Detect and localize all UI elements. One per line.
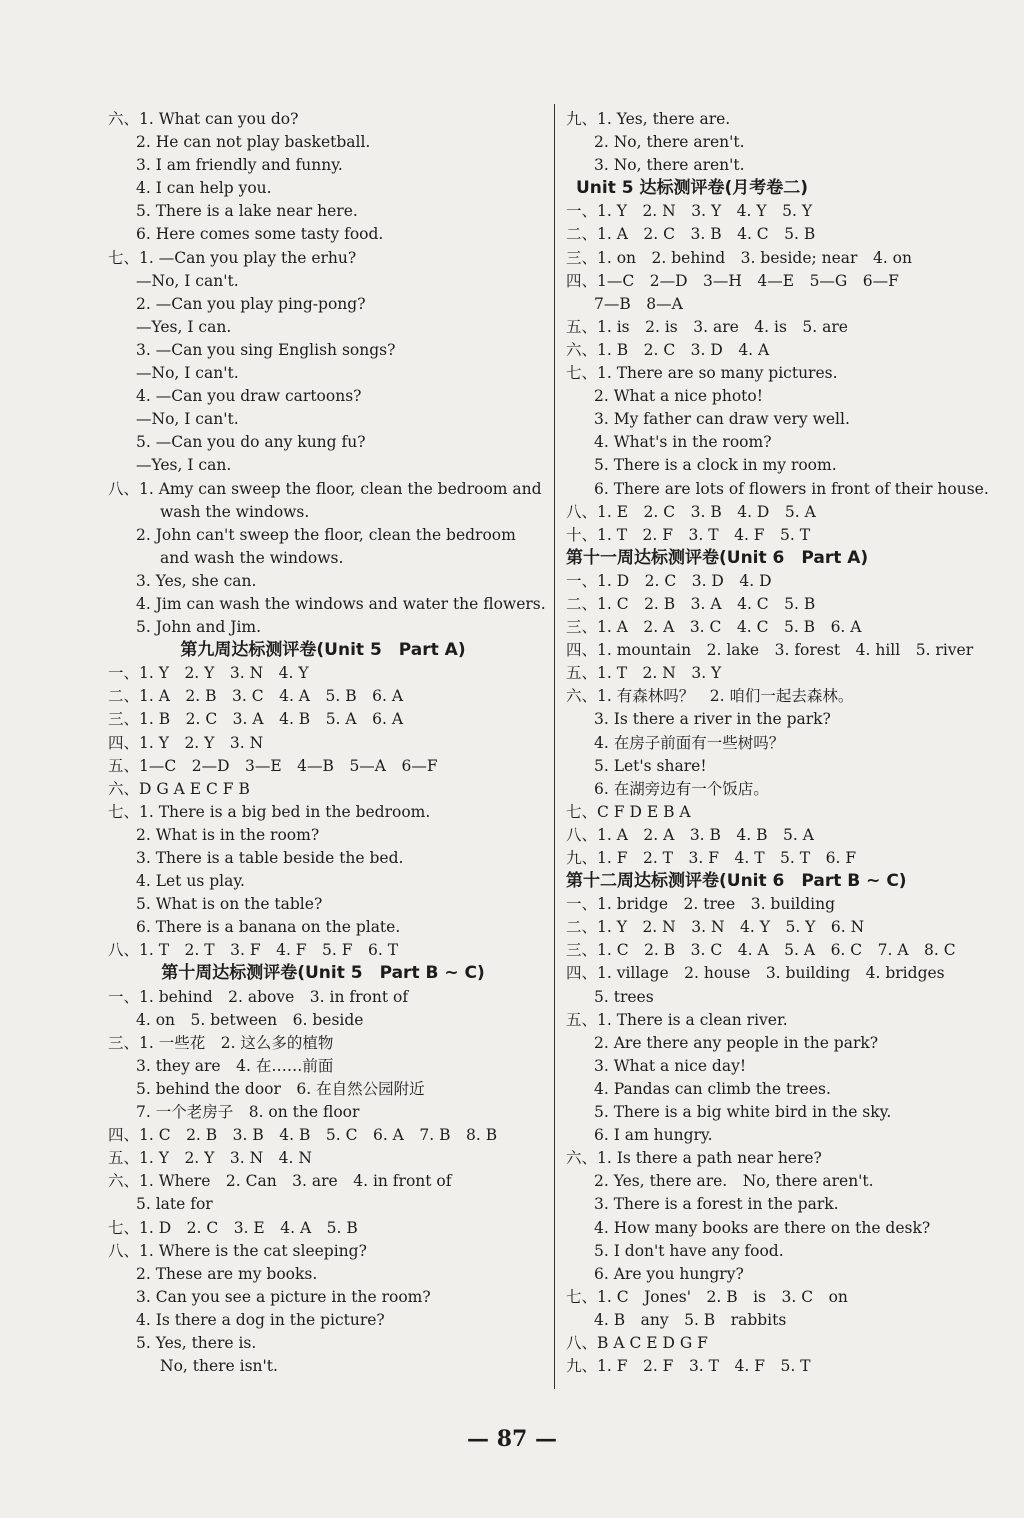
answer-line: 三、1. B 2. C 3. A 4. B 5. A 6. A	[108, 710, 404, 729]
answer-line: 2. John can't sweep the floor, clean the bedroom	[136, 525, 516, 544]
answer-line: 五、1—C 2—D 3—E 4—B 5—A 6—F	[108, 756, 438, 775]
answer-line: 4. 在房子前面有一些树吗？	[594, 733, 785, 752]
answer-line: 3. There is a forest in the park.	[594, 1195, 839, 1214]
answer-line: 六、1. Where 2. Can 3. are 4. in front of	[108, 1172, 452, 1191]
answer-line: 四、1—C 2—D 3—H 4—E 5—G 6—F	[566, 271, 899, 290]
answer-line: 三、1. on 2. behind 3. beside; near 4. on	[566, 248, 912, 267]
answer-line: 5. There is a lake near here.	[136, 202, 358, 221]
answer-line: 4. How many books are there on the desk?	[594, 1218, 931, 1237]
left-column	[108, 108, 546, 1378]
answer-line: 5. —Can you do any kung fu?	[136, 433, 366, 452]
answer-line: 七、1. D 2. C 3. E 4. A 5. B	[108, 1218, 358, 1237]
answer-line: 三、1. 一些花 2. 这么多的植物	[108, 1033, 334, 1052]
answer-line: 4. Jim can wash the windows and water the flowers.	[136, 594, 546, 613]
answer-line: 七、1. C Jones' 2. B is 3. C on	[566, 1287, 848, 1306]
answer-line: —Yes, I can.	[136, 456, 232, 475]
answer-line: 3. they are 4. 在……前面	[136, 1056, 334, 1075]
answer-line: 四、1. C 2. B 3. B 4. B 5. C 6. A 7. B 8. B	[108, 1126, 498, 1145]
answer-line: 3. My father can draw very well.	[594, 410, 850, 429]
answer-line: 七、C F D E B A	[566, 802, 691, 821]
section-heading: 第十二周达标测评卷(Unit 6 Part B ~ C)	[566, 871, 907, 892]
answer-line: 五、1. There is a clean river.	[566, 1010, 788, 1029]
answer-line: 三、1. A 2. A 3. C 4. C 5. B 6. A	[566, 618, 862, 637]
answer-line: —No, I can't.	[136, 410, 239, 429]
answer-line: 2. —Can you play ping-pong?	[136, 294, 366, 313]
answer-line: 八、1. T 2. T 3. F 4. F 5. F 6. T	[108, 941, 399, 960]
answer-line: 5. trees	[594, 987, 654, 1006]
answer-line: 八、B A C E D G F	[566, 1333, 708, 1352]
answer-line: 2. What a nice photo!	[594, 387, 763, 406]
answer-line: 5. I don't have any food.	[594, 1241, 784, 1260]
answer-line: 七、1. There is a big bed in the bedroom.	[108, 802, 431, 821]
answer-line: 7—B 8—A	[594, 294, 683, 313]
page-number: — 87 —	[467, 1426, 557, 1452]
answer-line: 7. 一个老房子 8. on the floor	[136, 1103, 360, 1122]
answer-line: 二、1. A 2. C 3. B 4. C 5. B	[566, 225, 816, 244]
answer-line: 6. I am hungry.	[594, 1126, 713, 1145]
answer-line: 七、1. —Can you play the erhu?	[108, 248, 357, 267]
answer-line: 六、1. 有森林吗？ 2. 咱们一起去森林。	[566, 687, 854, 706]
answer-line: 5. late for	[136, 1195, 213, 1214]
answer-line: 2. Are there any people in the park?	[594, 1033, 879, 1052]
answer-line: 3. —Can you sing English songs?	[136, 340, 396, 359]
answer-line: 6. Are you hungry?	[594, 1264, 744, 1283]
answer-line: 四、1. village 2. house 3. building 4. bridges	[566, 964, 945, 983]
answer-line: —Yes, I can.	[136, 317, 232, 336]
answer-line: 3. No, there aren't.	[594, 156, 745, 175]
answer-line: 4. B any 5. B rabbits	[594, 1310, 787, 1329]
answer-line: 四、1. mountain 2. lake 3. forest 4. hill 5. river	[566, 641, 974, 660]
answer-line: No, there isn't.	[160, 1357, 278, 1376]
answer-line: 5. Yes, there is.	[136, 1333, 257, 1352]
section-heading: 第九周达标测评卷(Unit 5 Part A)	[180, 640, 466, 661]
answer-line: 6. Here comes some tasty food.	[136, 225, 384, 244]
answer-line: 二、1. Y 2. N 3. N 4. Y 5. Y 6. N	[566, 918, 865, 937]
answer-line: 九、1. F 2. F 3. T 4. F 5. T	[566, 1357, 811, 1376]
answer-line: 6. 在湖旁边有一个饭店。	[594, 779, 769, 798]
answer-line: 一、1. D 2. C 3. D 4. D	[566, 571, 772, 590]
answer-line: 6. There is a banana on the plate.	[136, 918, 401, 937]
answer-line: 一、1. Y 2. N 3. Y 4. Y 5. Y	[566, 202, 813, 221]
section-heading: Unit 5 达标测评卷(月考卷二)	[576, 178, 809, 199]
answer-line: —No, I can't.	[136, 364, 239, 383]
answer-line: 三、1. C 2. B 3. C 4. A 5. A 6. C 7. A 8. C	[566, 941, 956, 960]
answer-line: 4. Is there a dog in the picture?	[136, 1310, 385, 1329]
answer-line: 二、1. C 2. B 3. A 4. C 5. B	[566, 594, 816, 613]
answer-line: 5. There is a big white bird in the sky.	[594, 1103, 892, 1122]
answer-line: 3. I am friendly and funny.	[136, 156, 343, 175]
answer-line: 5. behind the door 6. 在自然公园附近	[136, 1079, 425, 1098]
answer-line: 4. What's in the room?	[594, 433, 772, 452]
answer-line: 八、1. E 2. C 3. B 4. D 5. A	[566, 502, 816, 521]
answer-line: and wash the windows.	[160, 548, 344, 567]
answer-line: 3. Yes, she can.	[136, 571, 257, 590]
answer-line: 八、1. Amy can sweep the floor, clean the bedroom and	[108, 479, 542, 498]
answer-line: 2. He can not play basketball.	[136, 133, 371, 152]
answer-line: —No, I can't.	[136, 271, 239, 290]
answer-line: 八、1. A 2. A 3. B 4. B 5. A	[566, 825, 814, 844]
answer-line: 4. Let us play.	[136, 872, 245, 891]
answer-line: 四、1. Y 2. Y 3. N	[108, 733, 264, 752]
answer-line: 5. What is on the table?	[136, 895, 323, 914]
answer-line: 五、1. is 2. is 3. are 4. is 5. are	[566, 317, 848, 336]
answer-line: 2. These are my books.	[136, 1264, 318, 1283]
answer-line: 5. There is a clock in my room.	[594, 456, 837, 475]
answer-line: wash the windows.	[160, 502, 310, 521]
answer-line: 六、D G A E C F B	[108, 779, 250, 798]
answer-line: 九、1. Yes, there are.	[566, 110, 731, 128]
answer-line: 五、1. T 2. N 3. Y	[566, 664, 722, 683]
answer-line: 2. No, there aren't.	[594, 133, 745, 152]
answer-line: 2. What is in the room?	[136, 825, 320, 844]
answer-line: 一、1. behind 2. above 3. in front of	[108, 987, 409, 1006]
answer-line: 十、1. T 2. F 3. T 4. F 5. T	[566, 525, 811, 544]
answer-line: 4. I can help you.	[136, 179, 272, 198]
section-heading: 第十一周达标测评卷(Unit 6 Part A)	[566, 547, 869, 568]
answer-line: 3. Is there a river in the park?	[594, 710, 831, 729]
answer-line: 八、1. Where is the cat sleeping?	[108, 1241, 367, 1260]
answer-line: 一、1. Y 2. Y 3. N 4. Y	[108, 664, 309, 683]
section-heading: 第十周达标测评卷(Unit 5 Part B ~ C)	[161, 963, 485, 984]
answer-line: 3. Can you see a picture in the room?	[136, 1287, 431, 1306]
right-column	[566, 108, 989, 1378]
answer-line: 4. on 5. between 6. beside	[136, 1010, 364, 1029]
answer-line: 5. John and Jim.	[136, 618, 262, 637]
answer-line: 六、1. Is there a path near here?	[566, 1149, 822, 1168]
answer-line: 二、1. A 2. B 3. C 4. A 5. B 6. A	[108, 687, 404, 706]
answer-line: 六、1. What can you do?	[108, 110, 299, 128]
answer-line: 2. Yes, there are. No, there aren't.	[594, 1172, 874, 1191]
answer-line: 六、1. B 2. C 3. D 4. A	[566, 340, 770, 359]
answer-line: 3. What a nice day!	[594, 1056, 747, 1075]
answer-line: 七、1. There are so many pictures.	[566, 364, 838, 383]
answer-line: 4. —Can you draw cartoons?	[136, 387, 362, 406]
column-divider	[554, 104, 555, 1389]
answer-line: 一、1. bridge 2. tree 3. building	[566, 895, 836, 914]
answer-line: 5. Let's share!	[594, 756, 707, 775]
answer-line: 6. There are lots of flowers in front of their house.	[594, 479, 989, 498]
answer-line: 九、1. F 2. T 3. F 4. T 5. T 6. F	[566, 849, 857, 867]
answer-line: 4. Pandas can climb the trees.	[594, 1079, 831, 1098]
answer-line: 五、1. Y 2. Y 3. N 4. N	[108, 1149, 312, 1168]
answer-line: 3. There is a table beside the bed.	[136, 849, 404, 867]
